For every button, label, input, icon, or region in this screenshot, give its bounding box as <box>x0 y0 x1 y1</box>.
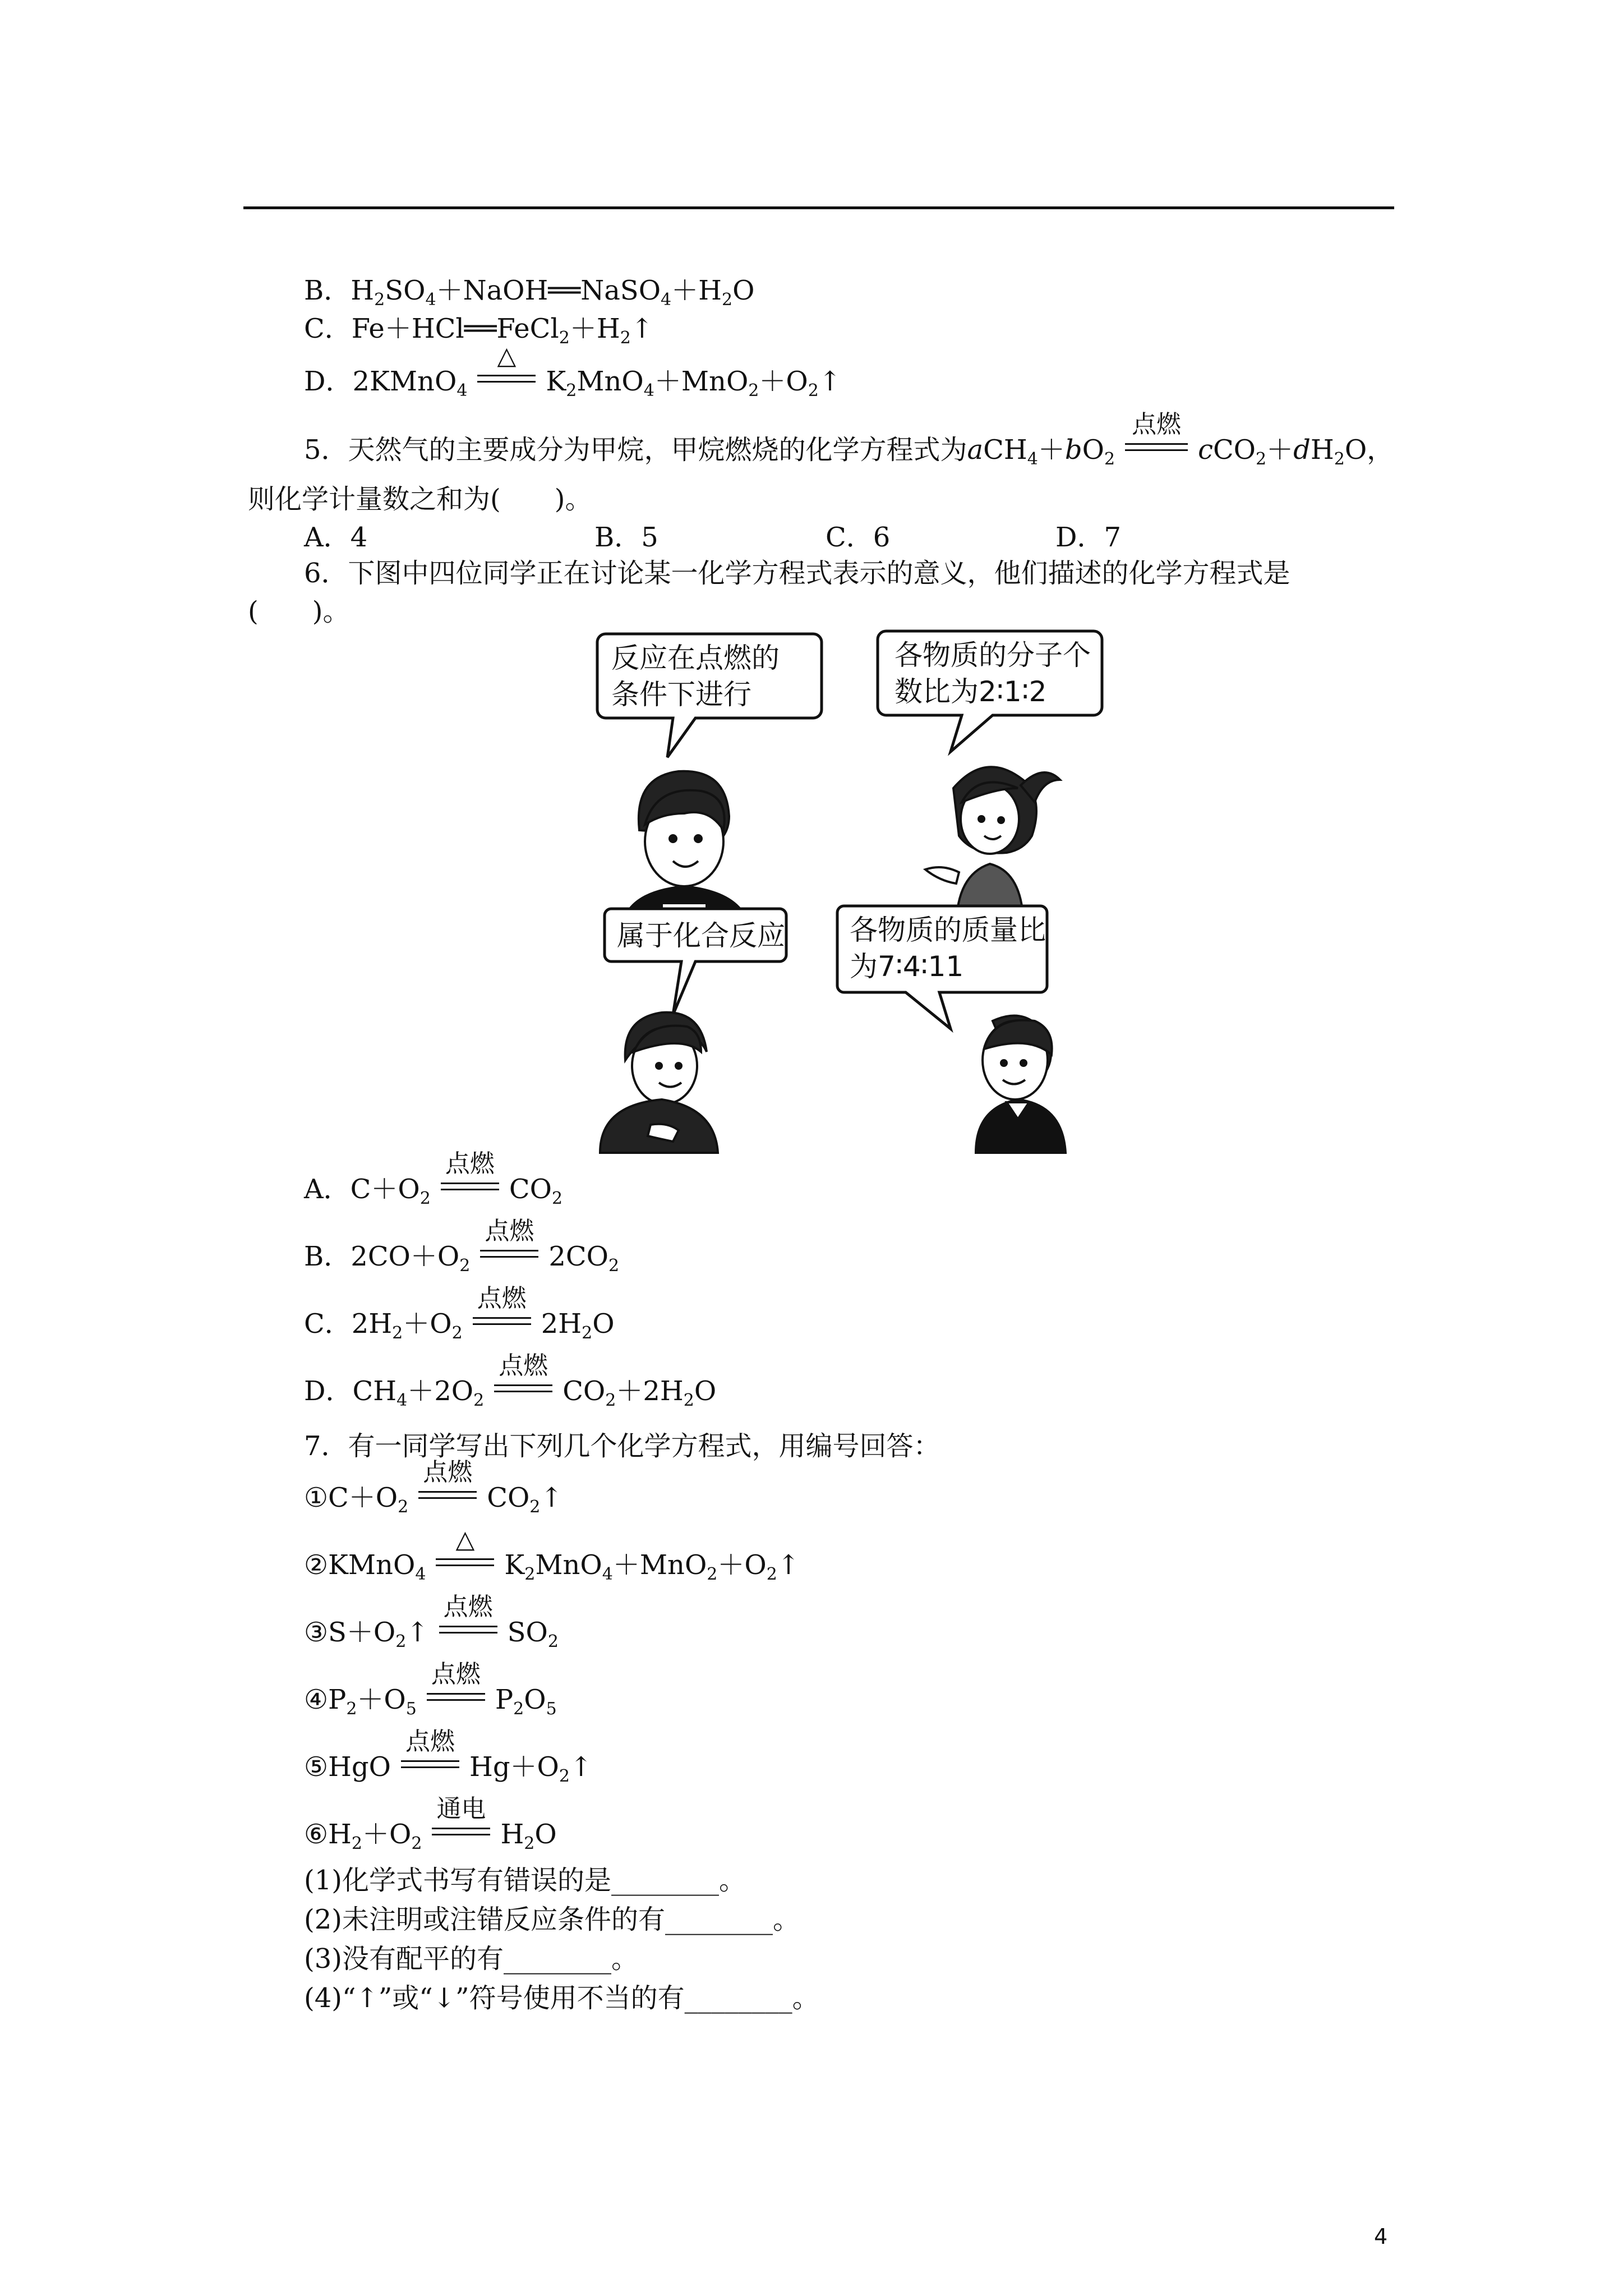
student-boy-2 <box>600 1013 718 1153</box>
reaction-arrow: 通电 <box>430 1821 492 1843</box>
q7-subquestion-1: (1)化学式书写有错误的是________。 <box>304 1865 746 1896</box>
reaction-arrow: 点燃 <box>399 1754 462 1776</box>
q7-equation-2: ②KMnO$_4$ △ $K_2MnO_4+MnO_2+O_2↑$ <box>304 1525 800 1584</box>
bubble-4-line-2: 为7∶4∶11 <box>850 950 964 983</box>
q7-stem: 7．有一同学写出下列几个化学方程式，用编号回答： <box>304 1430 940 1462</box>
q5-option-c: C．6 <box>826 522 891 553</box>
bubble-2-line-1: 各物质的分子个 <box>895 639 1091 671</box>
q6-option-a: A．$C+O_2$ 点燃 $CO_2$ <box>304 1149 563 1208</box>
q5-option-a: A．4 <box>304 522 368 553</box>
reaction-arrow: 点燃 <box>1123 436 1190 459</box>
q6-option-d: D．$CH_4+2O_2$ 点燃 $CO_2+2H_2O$ <box>304 1351 717 1410</box>
speech-bubble-2 <box>878 631 1102 752</box>
bubble-1-line-1: 反应在点燃的 <box>611 642 780 674</box>
q6-option-c: C．$2H_2+O_2$ 点燃 $2H_2O$ <box>304 1284 615 1343</box>
q7-subquestion-3: (3)没有配平的有________。 <box>304 1943 638 1975</box>
bubble-4-line-1: 各物质的质量比 <box>850 914 1046 946</box>
q7-equation-3: $③S+O_2↑$ 点燃 $SO_2$ <box>304 1593 559 1651</box>
reaction-arrow: 点燃 <box>492 1378 555 1400</box>
q5-stem: 5．天然气的主要成分为甲烷，甲烷燃烧的化学方程式为$aCH_4+bO_2$ 点燃 $cCO_2+dH_2O$， <box>304 410 1394 469</box>
q7-equation-1: $①C+O_2$ 点燃 $CO_2↑$ <box>304 1458 563 1517</box>
reaction-arrow: 点燃 <box>478 1243 541 1266</box>
q4-option-b: B．$H_2SO_4+NaOH══NaSO_4+H_2O$ <box>304 275 755 310</box>
q5-stem-continued: 则化学计量数之和为( )。 <box>248 484 592 515</box>
q7-equation-6: $⑥H_2+O_2$ 通电 $H_2O$ <box>304 1795 557 1853</box>
q6-stem: 6．下图中四位同学正在讨论某一化学方程式表示的意义，他们描述的化学方程式是 <box>304 558 1290 589</box>
q4-option-d: D．2KMnO$_4$ △ $K_2MnO_4+MnO_2+O_2↑$ <box>304 342 842 401</box>
student-boy-1 <box>623 771 749 926</box>
q7-subquestion-4: (4)“↑”或“↓”符号使用不当的有________。 <box>304 1982 819 2014</box>
header-rule <box>243 206 1394 209</box>
reaction-arrow: 点燃 <box>471 1310 533 1333</box>
page-number: 4 <box>1374 2224 1388 2249</box>
speech-bubble-4 <box>837 906 1047 1029</box>
q6-stem-continued: ( )。 <box>248 596 350 627</box>
bubble-3-line-1: 属于化合反应 <box>617 919 785 952</box>
q5-option-b: B．5 <box>594 522 658 553</box>
reaction-arrow: △ <box>475 368 538 390</box>
bubble-1-line-2: 条件下进行 <box>611 678 751 711</box>
student-boy-3 <box>976 1016 1066 1153</box>
q7-equation-5: ⑤HgO 点燃 $Hg+O_2↑$ <box>304 1727 593 1786</box>
q6-option-b: B．$2CO+O_2$ 点燃 $2CO_2$ <box>304 1217 620 1276</box>
speech-bubble-1 <box>597 634 822 757</box>
q5-option-d: D．7 <box>1055 522 1122 553</box>
reaction-arrow: 点燃 <box>437 1619 500 1641</box>
bubble-2-line-2: 数比为2∶1∶2 <box>895 675 1047 708</box>
student-girl <box>925 767 1060 928</box>
reaction-arrow: 点燃 <box>425 1686 487 1709</box>
discussion-illustration <box>589 623 1105 1156</box>
q7-equation-4: $④P_2+O_5$ 点燃 $P_2O_5$ <box>304 1660 557 1719</box>
reaction-arrow: △ <box>434 1552 496 1574</box>
q4-option-c: C．$Fe+HCl══FeCl_2+H_2↑$ <box>304 313 654 348</box>
reaction-arrow: 点燃 <box>439 1176 501 1198</box>
reaction-arrow: 点燃 <box>416 1484 479 1507</box>
q7-subquestion-2: (2)未注明或注错反应条件的有________。 <box>304 1904 800 1935</box>
speech-bubble-3 <box>605 909 786 1015</box>
